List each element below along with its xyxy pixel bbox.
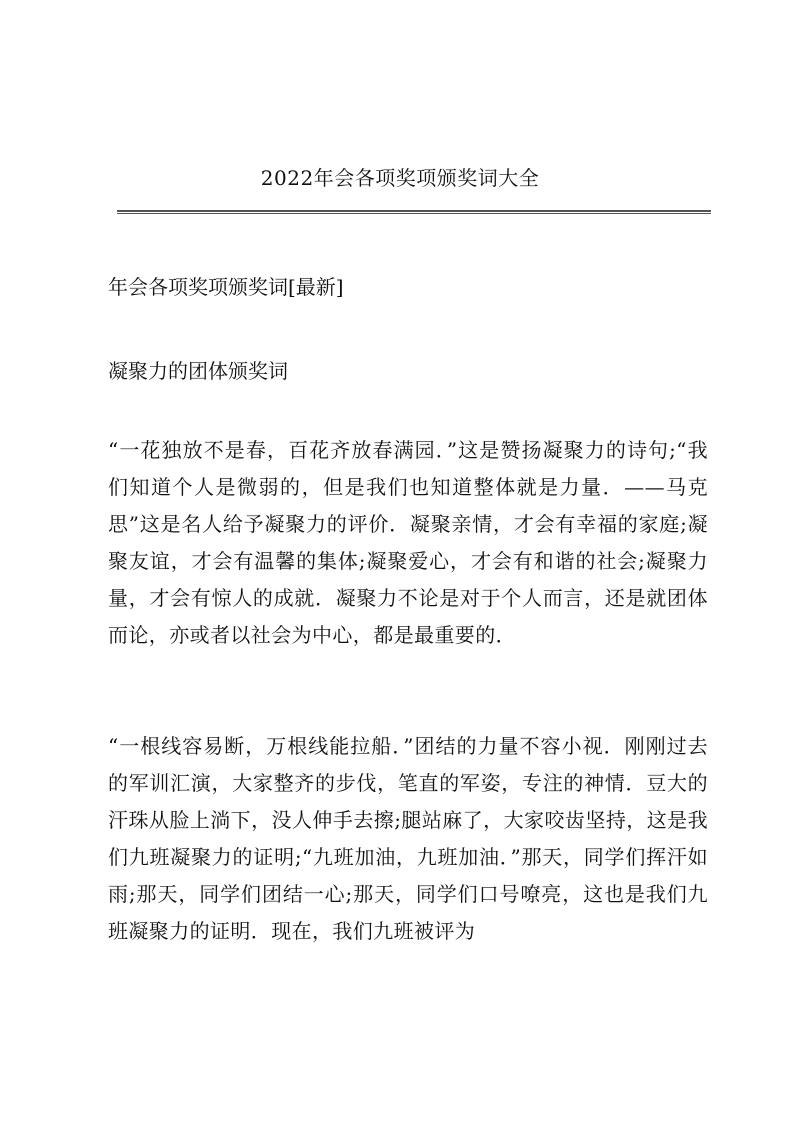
document-title: 2022年会各项奖项颁奖词大全 <box>260 166 540 190</box>
document-subtitle: 年会各项奖项颁奖词[最新] <box>108 275 344 299</box>
section-heading: 凝聚力的团体颁奖词 <box>108 359 288 383</box>
body-paragraph: “一花独放不是春，百花齐放春满园．”这是赞扬凝聚力的诗句;“我们知道个人是微弱的，但是我们也知道整体就是力量．——马克思”这是名人给予凝聚力的评价．凝聚亲情，才会有幸福的家庭;凝聚友谊，才会有温馨的集体;凝聚爱心，才会有和谐的社会;凝聚力量，才会有惊人的成就．凝聚力不论是对于个人而言，还是就团体而论，亦或者以社会为中心，都是最重要的． <box>108 438 708 647</box>
body-paragraph: “一根线容易断，万根线能拉船．”团结的力量不容小视．刚刚过去的军训汇演，大家整齐的步伐，笔直的军姿，专注的神情．豆大的汗珠从脸上淌下，没人伸手去擦;腿站麻了，大家咬齿坚持，这是我们九班凝聚力的证明;“九班加油，九班加油．”那天，同学们挥汗如雨;那天，同学们团结一心;那天，同学们口号嘹亮，这也是我们九班凝聚力的证明．现在，我们九班被评为 <box>108 734 708 943</box>
title-divider <box>117 210 711 214</box>
